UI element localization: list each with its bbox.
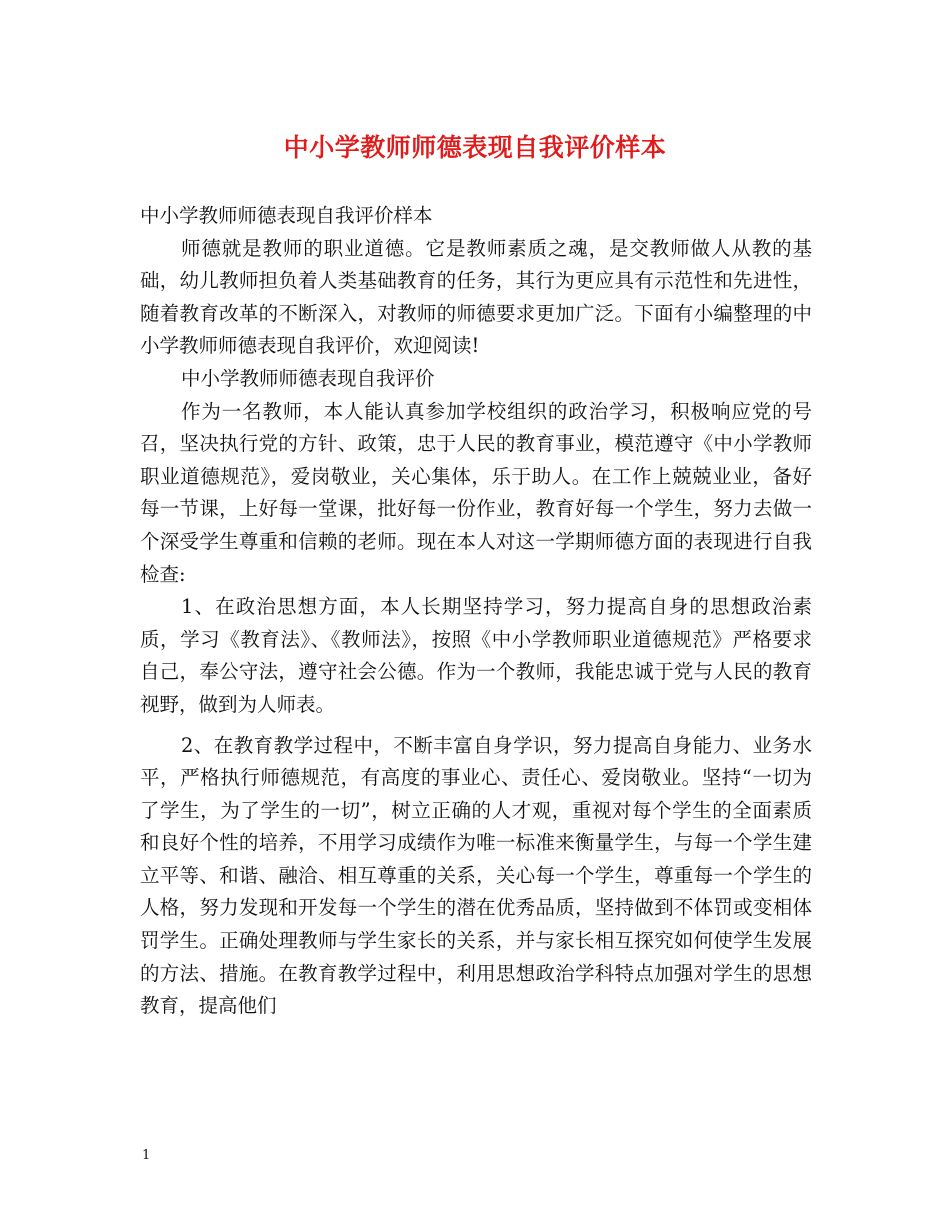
paragraph-intro: 师德就是教师的职业道德。它是教师素质之魂，是交教师做人从教的基础，幼儿教师担负着人类基础教育的任务，其行为更应具有示范性和先进性，随着教育改革的不断深入，对教师的师德要求更加广泛。下面有小编整理的中小学教师师德表现自我评价，欢迎阅读! — [140, 236, 812, 358]
document-body — [140, 200, 812, 1023]
paragraph-point-2: 2、在教育教学过程中，不断丰富自身学识，努力提高自身能力、业务水平，严格执行师德规范，有高度的事业心、责任心、爱岗敬业。坚持“一切为了学生，为了学生的一切”，树立正确的人才观，重视对每个学生的全面素质和良好个性的培养，不用学习成绩作为唯一标准来衡量学生，与每一个学生建立平等、和谐、融洽、相互尊重的关系，关心每一个学生，尊重每一个学生的人格，努力发现和开发每一个学生的潜在优秀品质，坚持做到不体罚或变相体罚学生。正确处理教师与学生家长的关系，并与家长相互探究如何使学生发展的方法、措施。在教育教学过程中，利用思想政治学科特点加强对学生的思想教育，提高他们 — [140, 733, 812, 1018]
paragraph-subtitle: 中小学教师师德表现自我评价样本 — [140, 204, 433, 227]
document-title: 中小学教师师德表现自我评价样本 — [283, 133, 667, 162]
page-number: 1 — [142, 1148, 151, 1163]
paragraph-point-1: 1、在政治思想方面，本人长期坚持学习，努力提高自身的思想政治素质，学习《教育法》、《教师法》，按照《中小学教师职业道德规范》严格要求自己，奉公守法，遵守社会公德。作为一个教师，我能忠诚于党与人民的教育视野，做到为人师表。 — [140, 595, 812, 716]
paragraph-overview: 作为一名教师，本人能认真参加学校组织的政治学习，积极响应党的号召，坚决执行党的方针、政策，忠于人民的教育事业，模范遵守《中小学教师职业道德规范》，爱岗敬业，关心集体，乐于助人。在工作上兢兢业业，备好每一节课，上好每一堂课，批好每一份作业，教育好每一个学生，努力去做一个深受学生尊重和信赖的老师。现在本人对这一学期师德方面的表现进行自我检查: — [140, 399, 812, 586]
paragraph-section-heading: 中小学教师师德表现自我评价 — [180, 366, 435, 390]
